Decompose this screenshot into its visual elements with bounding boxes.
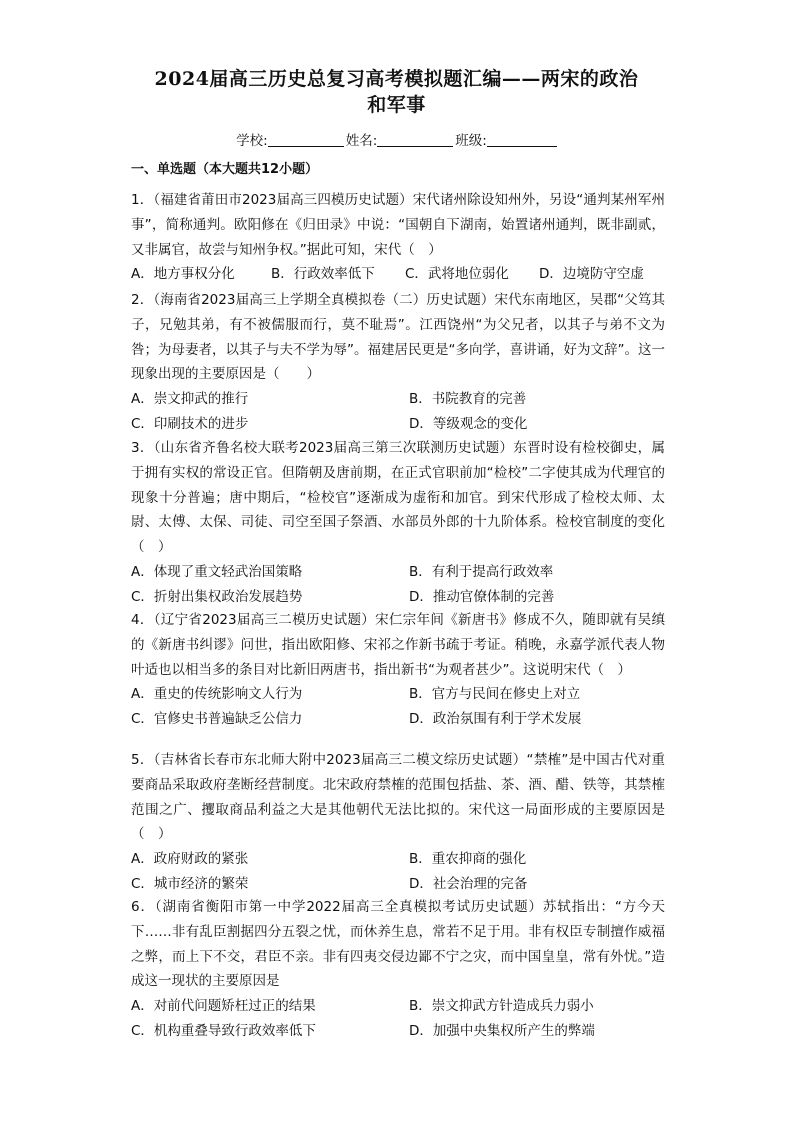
option-c[interactable]: C．机构重叠导致行政效率低下 bbox=[131, 1022, 316, 1039]
option-a[interactable]: A．对前代问题矫枉过正的结果 bbox=[131, 998, 316, 1015]
student-info-row bbox=[0, 131, 793, 151]
question-options bbox=[131, 387, 665, 437]
question-stem: 1．（福建省莆田市2023届高三四模历史试题）宋代诸州除设知州外，另设“通判某州军州事”，简称通判。欧阳修在《归田录》中说：“国朝自下湖南，始置诸州通判，既非副贰，又非属官，故尝与知州争权。”据此可知，宋代（ ） bbox=[131, 192, 665, 258]
question-6 bbox=[131, 895, 665, 1044]
option-a[interactable]: A．政府财政的紧张 bbox=[131, 851, 249, 868]
question-4 bbox=[131, 608, 665, 732]
question-3 bbox=[131, 436, 665, 610]
title-line-1: 2024届高三历史总复习高考模拟题汇编——两宋的政治 bbox=[154, 68, 639, 90]
option-d[interactable]: D．社会治理的完备 bbox=[409, 875, 528, 892]
option-d[interactable]: D．等级观念的变化 bbox=[409, 415, 528, 432]
question-stem: 3．（山东省齐鲁名校大联考2023届高三第三次联测历史试题）东晋时设有检校御史，属于拥有实权的常设正官。但隋朝及唐前期，在正式官职前加“检校”二字使其成为代理官的现象十分普遍；唐中期后，“检校官”逐渐成为虚衔和加官。到宋代形成了检校太师、太尉、太傅、太保、司徒、司空至国子祭酒、水部员外郎的十九阶体系。检校官制度的变化（ ） bbox=[131, 440, 665, 556]
question-stem: 4．（辽宁省2023届高三二模历史试题）宋仁宗年间《新唐书》修成不久，随即就有吴缜的《新唐书纠谬》问世，指出欧阳修、宋祁之作新书疏于考证。稍晚，永嘉学派代表人物叶适也以相当多的条目对比新旧两唐书，指出新书“为观者甚少”。这说明宋代（ ） bbox=[131, 612, 665, 678]
option-c[interactable]: C．城市经济的繁荣 bbox=[131, 875, 249, 892]
class-blank[interactable] bbox=[487, 132, 557, 147]
question-stem: 6．（湖南省衡阳市第一中学2022届高三全真模拟考试历史试题）苏轼指出：“方今天下……非有乱臣割据四分五裂之忧，而休养生息，常若不足于用。非有权臣专制擅作威福之弊，而上下不交，君臣不亲。非有四夷交侵边鄙不宁之灾，而中国皇皇，常有外忧。”造成这一现状的主要原因是 bbox=[131, 899, 665, 990]
option-a[interactable]: A．崇文抑武的推行 bbox=[131, 391, 249, 408]
option-c[interactable]: C．官修史书普遍缺乏公信力 bbox=[131, 711, 303, 728]
option-b[interactable]: B．有利于提高行政效率 bbox=[409, 563, 554, 580]
class-label: 班级: bbox=[455, 133, 487, 149]
question-5 bbox=[131, 748, 665, 897]
option-d[interactable]: D．加强中央集权所产生的弊端 bbox=[409, 1022, 595, 1039]
question-stem: 5．（吉林省长春市东北师大附中2023届高三二模文综历史试题）“禁榷”是中国古代对重要商品采取政府垄断经营制度。北宋政府禁榷的范围包括盐、茶、酒、醋、铁等，其禁榷范围之广、攫取商品利益之大是其他朝代无法比拟的。宋代这一局面形成的主要原因是（ ） bbox=[131, 752, 665, 843]
option-a[interactable]: A．重史的传统影响文人行为 bbox=[131, 686, 303, 703]
question-options bbox=[131, 560, 665, 610]
question-options bbox=[131, 262, 665, 287]
option-c[interactable]: C．武将地位弱化 bbox=[405, 266, 509, 283]
option-b[interactable]: B．崇文抑武方针造成兵力弱小 bbox=[409, 998, 594, 1015]
option-b[interactable]: B．官方与民间在修史上对立 bbox=[409, 686, 581, 703]
question-stem: 2．（海南省2023届高三上学期全真模拟卷（二）历史试题）宋代东南地区，吴郡“父笃其子，兄勉其弟，有不被儒服而行，莫不耻焉”。江西饶州“为父兄者，以其子与弟不文为咎；为母妻者，以其子与夫不学为辱”。福建居民更是“多向学，喜讲诵，好为文辞”。这一现象出现的主要原因是（ ） bbox=[131, 292, 665, 383]
school-blank[interactable] bbox=[268, 132, 344, 147]
option-b[interactable]: B．书院教育的完善 bbox=[409, 391, 527, 408]
option-d[interactable]: D．政治氛围有利于学术发展 bbox=[409, 711, 582, 728]
page-title bbox=[100, 66, 693, 118]
option-c[interactable]: C．折射出集权政治发展趋势 bbox=[131, 588, 303, 605]
section-heading: 一、单选题（本大题共12小题） bbox=[131, 162, 319, 177]
question-options bbox=[131, 682, 665, 732]
option-d[interactable]: D．边境防守空虚 bbox=[539, 266, 644, 283]
option-b[interactable]: B．行政效率低下 bbox=[271, 266, 375, 283]
question-options bbox=[131, 847, 665, 897]
title-line-2: 和军事 bbox=[367, 94, 426, 116]
option-d[interactable]: D．推动官僚体制的完善 bbox=[409, 588, 555, 605]
name-blank[interactable] bbox=[377, 132, 453, 147]
option-b[interactable]: B．重农抑商的强化 bbox=[409, 851, 527, 868]
option-c[interactable]: C．印刷技术的进步 bbox=[131, 415, 249, 432]
question-1 bbox=[131, 188, 665, 287]
option-a[interactable]: A．体现了重文轻武治国策略 bbox=[131, 563, 303, 580]
question-2 bbox=[131, 288, 665, 437]
option-a[interactable]: A．地方事权分化 bbox=[131, 266, 235, 283]
name-label: 姓名: bbox=[345, 133, 378, 149]
school-label: 学校: bbox=[236, 133, 268, 149]
question-options bbox=[131, 994, 665, 1044]
